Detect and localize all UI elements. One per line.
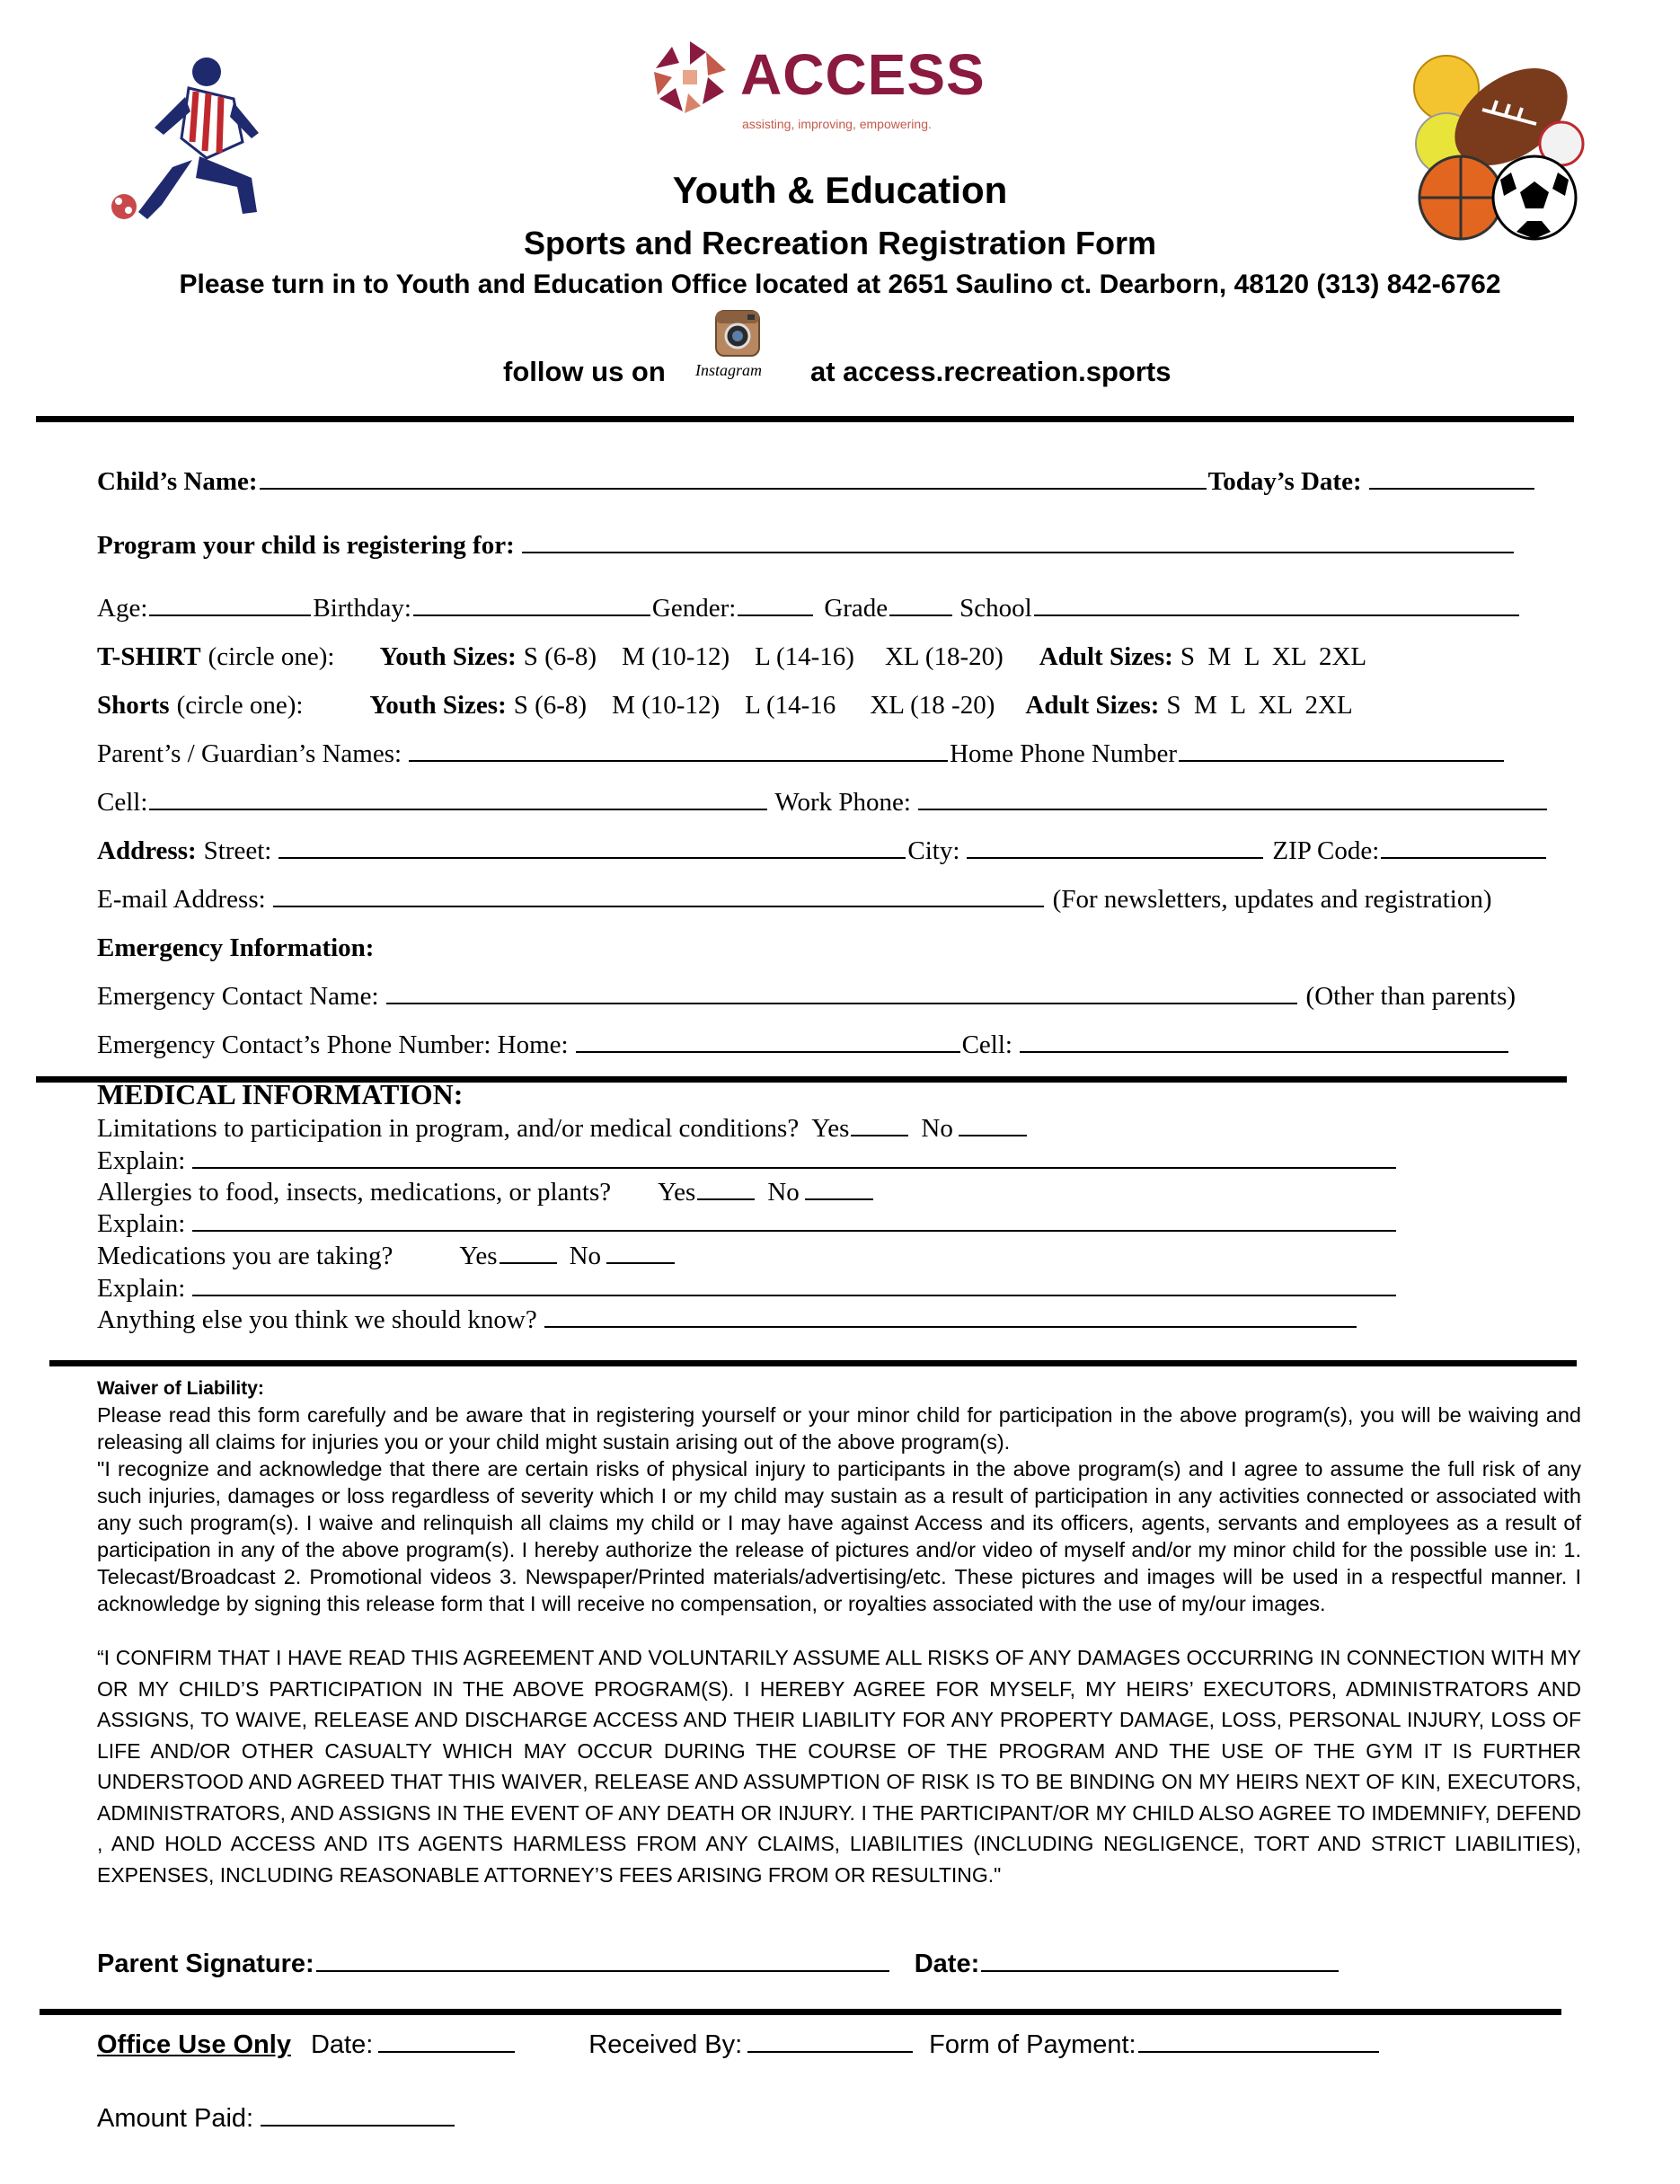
explain-label: Explain: <box>97 1146 186 1175</box>
medical-q4-input[interactable] <box>544 1325 1357 1328</box>
birthday-label: Birthday: <box>313 594 411 623</box>
tshirt-youth-size[interactable]: XL (18-20) <box>884 642 1004 671</box>
emergency-cell-input[interactable] <box>1020 1050 1508 1053</box>
page-title: Youth & Education <box>672 169 1008 211</box>
follow-prefix: follow us on <box>503 356 666 387</box>
tshirt-label: T-SHIRT <box>97 642 201 671</box>
cell-row <box>97 788 1549 818</box>
age-input[interactable] <box>149 614 311 616</box>
child-name-input[interactable] <box>260 487 1207 490</box>
signature-row <box>97 1950 1355 1979</box>
address-label: Address: <box>97 836 197 865</box>
medical-q2-yes-input[interactable] <box>697 1198 755 1200</box>
age-row <box>97 594 1521 623</box>
medical-q2: Allergies to food, insects, medications, or plants? <box>97 1178 612 1207</box>
work-phone-label: Work Phone: <box>774 788 911 817</box>
medical-q2-no-input[interactable] <box>805 1198 873 1200</box>
street-input[interactable] <box>279 856 906 859</box>
medical-q2-yes: Yes <box>658 1178 696 1207</box>
home-phone-input[interactable] <box>1179 759 1504 762</box>
medical-explain-row <box>97 1209 1398 1239</box>
medical-q1-row <box>97 1114 1029 1144</box>
shorts-youth-size[interactable]: XL (18 -20) <box>870 691 995 720</box>
waiver-paragraph: Please read this form carefully and be aware that in registering yourself or your minor child for participation in the above program(s), you will be waiving and releasing all claims for injuries you or your child might sustain arising out of the above program(s). <box>97 1403 1581 1454</box>
parent-names-label: Parent’s / Guardian’s Names: <box>97 739 402 768</box>
access-logo-tagline: assisting, improving, empowering. <box>742 117 932 131</box>
program-input[interactable] <box>522 551 1514 553</box>
access-logo-text: ACCESS <box>740 42 986 107</box>
cell-label: Cell: <box>97 788 148 817</box>
medical-explain-row <box>97 1146 1398 1176</box>
explain-label: Explain: <box>97 1209 186 1238</box>
medical-q3-row <box>97 1242 676 1271</box>
emergency-heading: Emergency Information: <box>97 933 375 962</box>
tshirt-circle-note: (circle one): <box>208 642 335 671</box>
emergency-phone-label: Emergency Contact’s Phone Number: Home: <box>97 1030 569 1059</box>
tshirt-youth-size[interactable]: S (6-8) <box>523 642 597 671</box>
medical-q2-row <box>97 1178 875 1207</box>
medical-heading-row <box>97 1078 463 1111</box>
parent-names-input[interactable] <box>409 759 948 762</box>
program-label: Program your child is registering for: <box>97 531 515 560</box>
medical-heading: MEDICAL INFORMATION: <box>97 1078 464 1110</box>
city-input[interactable] <box>967 856 1263 859</box>
waiver-title: Waiver of Liability: <box>97 1378 264 1399</box>
parent-row <box>97 739 1506 769</box>
school-label: School <box>959 594 1032 623</box>
office-date-label: Date: <box>310 2030 374 2059</box>
birthday-input[interactable] <box>413 614 650 616</box>
emergency-heading-row <box>97 933 374 963</box>
shorts-youth-label: Youth Sizes: <box>369 691 507 720</box>
street-label: Street: <box>203 836 272 865</box>
medical-q1: Limitations to participation in program, and/or medical conditions? <box>97 1114 800 1143</box>
medical-q1-yes-input[interactable] <box>851 1134 908 1136</box>
emergency-contact-input[interactable] <box>386 1002 1297 1004</box>
medical-q3-yes: Yes <box>459 1242 498 1270</box>
email-label: E-mail Address: <box>97 885 266 914</box>
medical-q1-no-input[interactable] <box>959 1134 1027 1136</box>
shorts-circle-note: (circle one): <box>176 691 304 720</box>
parent-signature-input[interactable] <box>316 1969 889 1972</box>
email-row <box>97 885 1492 915</box>
shorts-row <box>97 691 1353 721</box>
medical-q3-no-input[interactable] <box>606 1261 675 1264</box>
shorts-adult-label: Adult Sizes: <box>1025 691 1160 720</box>
tshirt-youth-label: Youth Sizes: <box>379 642 517 671</box>
received-by-input[interactable] <box>747 2050 913 2053</box>
emergency-phone-row <box>97 1030 1510 1060</box>
instagram-icon <box>708 309 767 359</box>
amount-paid-row <box>97 2104 456 2134</box>
emergency-contact-note: (Other than parents) <box>1305 982 1516 1011</box>
access-logo-icon <box>652 40 728 115</box>
shorts-youth-size[interactable]: M (10-12) <box>612 691 721 720</box>
school-input[interactable] <box>1034 614 1519 616</box>
amount-paid-input[interactable] <box>261 2124 455 2127</box>
access-logo <box>652 40 986 138</box>
todays-date-label: Today’s Date: <box>1207 467 1362 496</box>
address-row <box>97 836 1548 866</box>
explain-input[interactable] <box>192 1166 1396 1169</box>
signature-date-label: Date: <box>914 1950 980 1978</box>
tshirt-adult-sizes[interactable]: S M L XL 2XL <box>1180 642 1367 671</box>
shorts-youth-size[interactable]: L (14-16 <box>745 691 836 720</box>
grade-input[interactable] <box>889 614 952 616</box>
home-phone-label: Home Phone Number <box>950 739 1177 768</box>
medical-q1-yes: Yes <box>811 1114 850 1143</box>
email-note: (For newsletters, updates and registration) <box>1052 885 1492 914</box>
office-row <box>97 2030 1381 2060</box>
medical-q3: Medications you are taking? <box>97 1242 393 1270</box>
tshirt-row <box>97 642 1366 672</box>
grade-label: Grade <box>824 594 889 623</box>
payment-form-input[interactable] <box>1138 2050 1379 2053</box>
shorts-label: Shorts <box>97 691 170 720</box>
follow-us-line <box>503 309 1186 390</box>
medical-q4: Anything else you think we should know? <box>97 1305 537 1334</box>
emergency-contact-row <box>97 982 1516 1012</box>
office-divider <box>40 2009 1561 2015</box>
medical-q3-no: No <box>569 1242 602 1270</box>
work-phone-input[interactable] <box>918 808 1547 810</box>
shorts-youth-size[interactable]: S (6-8) <box>513 691 588 720</box>
age-label: Age: <box>97 594 148 623</box>
waiver-paragraph: "I recognize and acknowledge that there are certain risks of physical injury to participants in the above program(s) and I agree to assume the full risk of any such injuries, damages or loss regardless of severity which I or my child may sustain as a result of participation in any activities connected or associated with any such program(s). I waive and relinquish all claims my child or I may have against Access and its officers, agents, servants and employees as a result of participation in any of the above program(s). I hereby authorize the release of pictures and/or video of myself and/or my minor child for the possible use in: 1. Telecast/Broadcast 2. Promotional videos 3. Newspaper/Printed materials/advertising/etc. These pictures and images will be used in a respectful manner. I acknowledge by signing this release form that I will receive no compensation, or royalties associated with the use of my/our images. <box>97 1457 1581 1615</box>
received-by-label: Received By: <box>588 2030 743 2059</box>
emergency-contact-label: Emergency Contact Name: <box>97 982 379 1011</box>
cell-input[interactable] <box>149 808 767 810</box>
child-name-row <box>97 467 1536 497</box>
city-label: City: <box>907 836 960 865</box>
emergency-cell-label: Cell: <box>961 1030 1012 1059</box>
medical-q2-no: No <box>767 1178 800 1207</box>
parent-signature-label: Parent Signature: <box>97 1950 314 1978</box>
zip-label: ZIP Code: <box>1272 836 1380 865</box>
emergency-home-input[interactable] <box>576 1050 960 1053</box>
waiver-divider <box>49 1360 1577 1366</box>
program-row <box>97 531 1516 561</box>
sports-balls-icon <box>1410 45 1590 243</box>
waiver-section <box>97 1376 1581 1890</box>
tshirt-youth-size[interactable]: L (14-16) <box>755 642 854 671</box>
medical-q1-no: No <box>921 1114 953 1143</box>
medical-q3-yes-input[interactable] <box>500 1261 557 1264</box>
office-date-input[interactable] <box>378 2050 515 2053</box>
explain-input[interactable] <box>192 1229 1396 1232</box>
tshirt-youth-size[interactable]: M (10-12) <box>622 642 730 671</box>
waiver-confirmation: “I CONFIRM THAT I HAVE READ THIS AGREEMENT AND VOLUNTARILY ASSUME ALL RISKS OF ANY DAMAGES OCCURRING IN CONNECTION WITH MY OR MY CHILD’S PARTICIPATION IN THE ABOVE PROGRAM(S). I HEREBY AGREE FOR MYSELF, MY HEIRS’ EXECUTORS, ADMINISTRATORS AND ASSIGNS, TO WAIVE, RELEASE AND DISCHARGE ACCESS AND THEIR LIABILITY FOR ANY PROPERTY DAMAGE, LOSS, PERSONAL INJURY, LOSS OF LIFE AND/OR OTHER CASUALTY WHICH MAY OCCUR DURING THE COURSE OF THE PROGRAM AND THE USE OF THE GYM IT IS FURTHER UNDERSTOOD AND AGREED THAT THIS WAIVER, RELEASE AND ASSUMPTION OF RISK IS TO BE BINDING ON MY HEIRS NEXT OF KIN, EXECUTORS, ADMINISTRATORS, AND ASSIGNS IN THE EVENT OF ANY DEATH OR INJURY. I THE PARTICIPANT/OR MY CHILD ALSO AGREE TO IMDEMNIFY, DEFEND , AND HOLD ACCESS AND ITS AGENTS HARMLESS FROM ANY CLAIMS, LIABILITIES (INCLUDING NEGLIGENCE, TORT AND STRICT LIABILITIES), EXPENSES, INCLUDING REASONABLE ATTORNEY’S FEES ARISING FROM OR RESULTING." <box>97 1646 1581 1887</box>
sports-balls-illustration <box>1410 45 1590 243</box>
explain-label: Explain: <box>97 1274 186 1303</box>
tshirt-adult-label: Adult Sizes: <box>1039 642 1173 671</box>
header-divider <box>36 416 1574 422</box>
explain-input[interactable] <box>192 1294 1396 1296</box>
todays-date-input[interactable] <box>1369 487 1534 490</box>
child-name-label: Child’s Name: <box>97 467 258 496</box>
follow-suffix: at access.recreation.sports <box>810 356 1172 387</box>
shorts-adult-sizes[interactable]: S M L XL 2XL <box>1166 691 1353 720</box>
form-subtitle: Sports and Recreation Registration Form <box>523 225 1157 261</box>
office-use-heading: Office Use Only <box>97 2030 291 2059</box>
amount-paid-label: Amount Paid: <box>97 2104 254 2133</box>
email-input[interactable] <box>273 905 1044 907</box>
zip-input[interactable] <box>1381 856 1546 859</box>
gender-label: Gender: <box>651 594 737 623</box>
gender-input[interactable] <box>738 614 813 616</box>
signature-date-input[interactable] <box>981 1969 1339 1972</box>
medical-q4-row <box>97 1305 1358 1335</box>
medical-explain-row <box>97 1274 1398 1304</box>
payment-form-label: Form of Payment: <box>929 2030 1136 2059</box>
form-instructions: Please turn in to Youth and Education Office located at 2651 Saulino ct. Dearborn, 48120 (313) 842-6762 <box>179 270 1501 299</box>
instagram-label: Instagram <box>695 361 763 379</box>
